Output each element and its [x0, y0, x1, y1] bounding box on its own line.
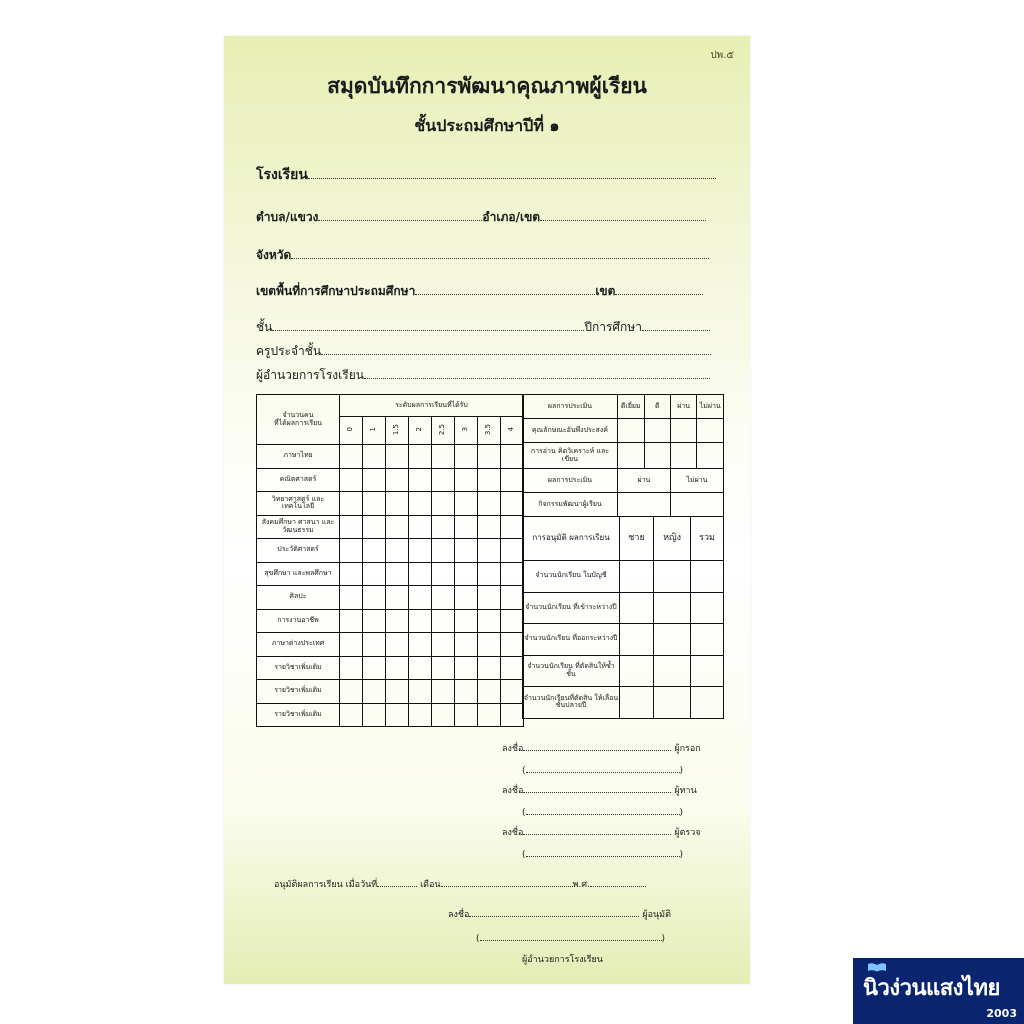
grade-cell	[431, 539, 454, 563]
assessment-col-fail: ไม่ผ่าน	[697, 395, 724, 419]
subject-row	[257, 633, 524, 657]
cell	[697, 443, 724, 469]
subject-name: การงานอาชีพ	[257, 609, 340, 633]
subject-row	[257, 656, 524, 680]
grade-cell	[454, 562, 477, 586]
grade-cell	[362, 703, 385, 727]
area-label: เขตพื้นที่การศึกษาประถมศึกษา	[256, 284, 416, 298]
teacher-field	[256, 342, 711, 361]
grade-cell	[500, 562, 523, 586]
grade-cell	[408, 492, 431, 516]
grade-cell	[385, 680, 408, 704]
sign-dots	[523, 824, 671, 835]
level-header-cell	[431, 417, 454, 445]
form-title: สมุดบันทึกการพัฒนาคุณภาพผู้เรียน	[327, 74, 647, 98]
approval-row-label: จำนวนนักเรียน ที่ออกระหว่างปี	[523, 624, 620, 656]
grade-cell	[431, 515, 454, 539]
subdistrict-dots	[318, 210, 482, 221]
sign-dots	[523, 782, 671, 793]
approve-date-line	[274, 876, 646, 891]
grade-cell	[500, 468, 523, 492]
grade-cell	[385, 703, 408, 727]
grade-cell	[362, 633, 385, 657]
province-field	[256, 246, 709, 265]
subdistrict-label: ตำบล/แขวง	[256, 210, 319, 224]
role-approve: ผู้อนุมัติ	[642, 910, 671, 920]
brand-name: นิวง่วนแสงไทย	[863, 976, 1000, 1001]
approval-cell	[654, 687, 691, 719]
sign-dots	[523, 740, 671, 751]
role-verify: ผู้ตรวจ	[674, 828, 701, 838]
approval-col-female: หญิง	[654, 517, 691, 561]
subject-row	[257, 468, 524, 492]
grade-cell	[500, 656, 523, 680]
approval-cell	[691, 592, 724, 624]
approval-table	[522, 516, 724, 719]
subject-row	[257, 539, 524, 563]
director-dots	[364, 368, 710, 379]
area-zone-label: เขต	[595, 284, 616, 298]
sign-label: ลงชื่อ	[502, 744, 524, 754]
approval-col-total: รวม	[691, 517, 724, 561]
cell	[670, 419, 697, 443]
grade-cell	[500, 703, 523, 727]
grade-cell	[385, 562, 408, 586]
subject-row	[257, 562, 524, 586]
approval-cell	[691, 624, 724, 656]
grade-field	[256, 318, 710, 337]
grade-level-header: ระดับผลการเรียนที่ได้รับ	[340, 395, 524, 417]
grade-cell	[477, 539, 500, 563]
grade-cell	[408, 633, 431, 657]
approval-cell	[620, 561, 654, 593]
level-label: 1	[369, 427, 378, 432]
grade-cell	[362, 680, 385, 704]
subject-name: รายวิชาเพิ่มเติม	[257, 680, 340, 704]
approval-row	[523, 624, 724, 656]
grade-table	[256, 394, 524, 727]
grade-dots	[272, 320, 584, 331]
form-subtitle: ชั้นประถมศึกษาปีที่ ๑	[414, 116, 560, 135]
grade-cell	[408, 562, 431, 586]
grade-cell	[477, 633, 500, 657]
grade-cell	[362, 562, 385, 586]
cell	[644, 443, 670, 469]
grade-cell	[500, 586, 523, 610]
grade-cell	[431, 609, 454, 633]
grade-cell	[477, 468, 500, 492]
subject-name: สุขศึกษา และพลศึกษา	[257, 562, 340, 586]
subject-name: รายวิชาเพิ่มเติม	[257, 656, 340, 680]
grade-cell	[477, 586, 500, 610]
grade-cell	[408, 539, 431, 563]
sign-label: ลงชื่อ	[502, 786, 524, 796]
sign-label: ลงชื่อ	[502, 828, 524, 838]
grade-label: ชั้น	[256, 320, 273, 334]
cell	[697, 419, 724, 443]
approval-col-male: ชาย	[620, 517, 654, 561]
assessment-header: ผลการประเมิน	[523, 395, 618, 419]
subject-name: รายวิชาเพิ่มเติม	[257, 703, 340, 727]
role-check: ผู้ทาน	[674, 786, 697, 796]
grade-cell	[408, 656, 431, 680]
grade-cell	[385, 515, 408, 539]
grade-cell	[454, 586, 477, 610]
name-dots	[526, 762, 680, 773]
grade-cell	[500, 515, 523, 539]
grade-cell	[431, 562, 454, 586]
year-label: พ.ศ.	[572, 880, 590, 890]
grade-cell	[500, 445, 523, 469]
approval-row	[523, 561, 724, 593]
grade-cell	[431, 656, 454, 680]
sign-fill-name: ( )	[522, 762, 683, 776]
district-dots	[540, 210, 706, 221]
activity-col-fail: ไม่ผ่าน	[670, 469, 723, 493]
grade-cell	[477, 492, 500, 516]
area-dots	[415, 284, 595, 295]
assessment-col-excellent: ดีเยี่ยม	[617, 395, 644, 419]
grade-header-cell	[257, 395, 340, 445]
year-label: ปีการศึกษา	[584, 320, 642, 334]
name-dots	[480, 930, 662, 941]
approval-cell	[654, 592, 691, 624]
cell	[670, 493, 723, 517]
subdistrict-field	[256, 208, 706, 227]
approval-row	[523, 655, 724, 687]
grade-cell	[477, 703, 500, 727]
grade-cell	[431, 586, 454, 610]
grade-cell	[385, 492, 408, 516]
approval-cell	[654, 655, 691, 687]
assessment-row-character: คุณลักษณะอันพึงประสงค์	[523, 419, 618, 443]
grade-cell	[362, 445, 385, 469]
school-field	[256, 164, 716, 186]
cell	[617, 493, 670, 517]
grade-cell	[408, 468, 431, 492]
grade-cell	[454, 609, 477, 633]
name-dots	[526, 846, 680, 857]
form-sheet	[224, 36, 750, 984]
level-label: 1.5	[392, 423, 401, 435]
month-dots	[441, 876, 573, 887]
approval-row	[523, 592, 724, 624]
date-dots	[377, 876, 417, 887]
sign-verify-line	[502, 824, 701, 839]
level-label: 4	[507, 427, 516, 432]
grade-cell	[385, 445, 408, 469]
level-label: 2	[415, 427, 424, 432]
grade-cell	[454, 680, 477, 704]
assessment-col-pass: ผ่าน	[670, 395, 697, 419]
grade-cell	[454, 468, 477, 492]
grade-cell	[340, 445, 363, 469]
subject-row	[257, 586, 524, 610]
subject-row	[257, 445, 524, 469]
approval-cell	[691, 687, 724, 719]
form-code: ปพ.๕	[710, 50, 734, 61]
grade-cell	[431, 703, 454, 727]
grade-cell	[340, 609, 363, 633]
school-label: โรงเรียน	[256, 167, 308, 183]
grade-cell	[340, 492, 363, 516]
subject-name: ประวัติศาสตร์	[257, 539, 340, 563]
brand-year: 2003	[986, 1007, 1017, 1020]
subject-name: สังคมศึกษา ศาสนา และวัฒนธรรม	[257, 515, 340, 539]
approval-cell	[620, 655, 654, 687]
grade-cell	[431, 445, 454, 469]
grade-cell	[385, 586, 408, 610]
sign-label: ลงชื่อ	[448, 910, 470, 920]
month-label: เดือน	[420, 880, 441, 890]
grade-cell	[500, 680, 523, 704]
level-label: 3.5	[484, 423, 493, 435]
grade-cell	[362, 656, 385, 680]
approval-cell	[620, 592, 654, 624]
approval-cell	[654, 624, 691, 656]
brand-logo	[853, 958, 1024, 1024]
approval-cell	[620, 624, 654, 656]
grade-cell	[362, 492, 385, 516]
level-label: 0	[346, 427, 355, 432]
sign-approve-name: ( )	[476, 930, 665, 944]
subject-name: ภาษาต่างประเทศ	[257, 633, 340, 657]
approval-row-label: จำนวนนักเรียน ที่ตัดสินให้ซ้ำชั้น	[523, 655, 620, 687]
grade-cell	[500, 492, 523, 516]
level-header-cell	[477, 417, 500, 445]
grade-cell	[454, 703, 477, 727]
grade-cell	[454, 633, 477, 657]
grade-cell	[340, 656, 363, 680]
grade-cell	[362, 468, 385, 492]
role-fill: ผู้กรอก	[674, 744, 701, 754]
approval-header: การอนุมัติ ผลการเรียน	[523, 517, 620, 561]
subject-row	[257, 703, 524, 727]
level-header-cell	[340, 417, 363, 445]
grade-cell	[340, 703, 363, 727]
subject-name: วิทยาศาสตร์ และเทคโนโลยี	[257, 492, 340, 516]
sign-verify-name: ( )	[522, 846, 683, 860]
subject-name: ศิลปะ	[257, 586, 340, 610]
district-label: อำเภอ/เขต	[482, 210, 541, 224]
grade-cell	[477, 609, 500, 633]
area-zone-dots	[615, 284, 703, 295]
sign-dots	[469, 906, 639, 917]
grade-cell	[362, 539, 385, 563]
subject-row	[257, 680, 524, 704]
sign-check-line	[502, 782, 697, 797]
subject-name: ภาษาไทย	[257, 445, 340, 469]
grade-cell	[385, 468, 408, 492]
grade-header-count: จำนวนคน	[282, 410, 314, 419]
grade-cell	[340, 586, 363, 610]
grade-cell	[477, 515, 500, 539]
activity-row: กิจกรรมพัฒนาผู้เรียน	[523, 493, 618, 517]
assessment-row-reading: การอ่าน คิดวิเคราะห์ และเขียน	[523, 443, 618, 469]
grade-cell	[340, 539, 363, 563]
approval-row	[523, 687, 724, 719]
director-field	[256, 366, 710, 385]
grade-cell	[477, 656, 500, 680]
grade-cell	[408, 609, 431, 633]
director-label: ผู้อำนวยการโรงเรียน	[256, 368, 364, 382]
level-header-cell	[385, 417, 408, 445]
grade-cell	[385, 633, 408, 657]
grade-cell	[362, 586, 385, 610]
cell	[644, 419, 670, 443]
sign-fill-line	[502, 740, 701, 755]
grade-cell	[454, 539, 477, 563]
grade-cell	[477, 562, 500, 586]
school-dots	[308, 168, 716, 179]
assessment-col-good: ดี	[644, 395, 670, 419]
grade-cell	[454, 515, 477, 539]
grade-cell	[385, 539, 408, 563]
area-field	[256, 282, 703, 301]
director-caption: ผู้อำนวยการโรงเรียน	[522, 955, 603, 965]
grade-cell	[431, 680, 454, 704]
grade-cell	[408, 515, 431, 539]
grade-header-count2: ที่ได้ผลการเรียน	[273, 418, 323, 427]
grade-cell	[340, 515, 363, 539]
subject-row	[257, 609, 524, 633]
level-header-cell	[454, 417, 477, 445]
approval-cell	[620, 687, 654, 719]
level-label: 3	[461, 427, 470, 432]
grade-cell	[500, 633, 523, 657]
grade-cell	[408, 445, 431, 469]
grade-cell	[477, 445, 500, 469]
grade-cell	[500, 609, 523, 633]
grade-cell	[431, 633, 454, 657]
province-label: จังหวัด	[256, 248, 292, 262]
approval-cell	[691, 561, 724, 593]
year-dots	[590, 876, 646, 887]
grade-cell	[408, 703, 431, 727]
level-header-cell	[500, 417, 523, 445]
grade-cell	[431, 492, 454, 516]
level-header-cell	[362, 417, 385, 445]
approve-label: อนุมัติผลการเรียน เมื่อวันที่	[274, 880, 378, 890]
activity-col-pass: ผ่าน	[617, 469, 670, 493]
activity-header: ผลการประเมิน	[523, 469, 618, 493]
province-dots	[291, 248, 709, 259]
grade-cell	[340, 562, 363, 586]
year-dots	[642, 320, 710, 331]
cell	[617, 419, 644, 443]
subject-row	[257, 515, 524, 539]
grade-cell	[385, 656, 408, 680]
teacher-dots	[321, 344, 711, 355]
approval-row-label: จำนวนนักเรียน ในบัญชี	[523, 561, 620, 593]
grade-cell	[477, 680, 500, 704]
approval-row-label: จำนวนนักเรียนที่ตัดสิน ให้เลื่อนชั้นปลายปี	[523, 687, 620, 719]
cell	[617, 443, 644, 469]
approval-row-label: จำนวนนักเรียน ที่เข้าระหว่างปี	[523, 592, 620, 624]
grade-cell	[362, 609, 385, 633]
grade-cell	[454, 445, 477, 469]
grade-cell	[431, 468, 454, 492]
grade-cell	[340, 468, 363, 492]
level-header-cell	[408, 417, 431, 445]
approval-cell	[691, 655, 724, 687]
grade-cell	[454, 656, 477, 680]
grade-cell	[408, 586, 431, 610]
cell	[670, 443, 697, 469]
grade-cell	[500, 539, 523, 563]
sign-approve-line	[448, 906, 671, 921]
level-label: 2.5	[438, 423, 447, 435]
grade-cell	[385, 609, 408, 633]
teacher-label: ครูประจำชั้น	[256, 344, 322, 358]
grade-cell	[408, 680, 431, 704]
subject-row	[257, 492, 524, 516]
grade-cell	[340, 680, 363, 704]
subject-name: คณิตศาสตร์	[257, 468, 340, 492]
sign-check-name: ( )	[522, 804, 683, 818]
grade-cell	[362, 515, 385, 539]
name-dots	[526, 804, 680, 815]
grade-cell	[340, 633, 363, 657]
grade-cell	[454, 492, 477, 516]
assessment-table	[522, 394, 724, 517]
approval-cell	[654, 561, 691, 593]
